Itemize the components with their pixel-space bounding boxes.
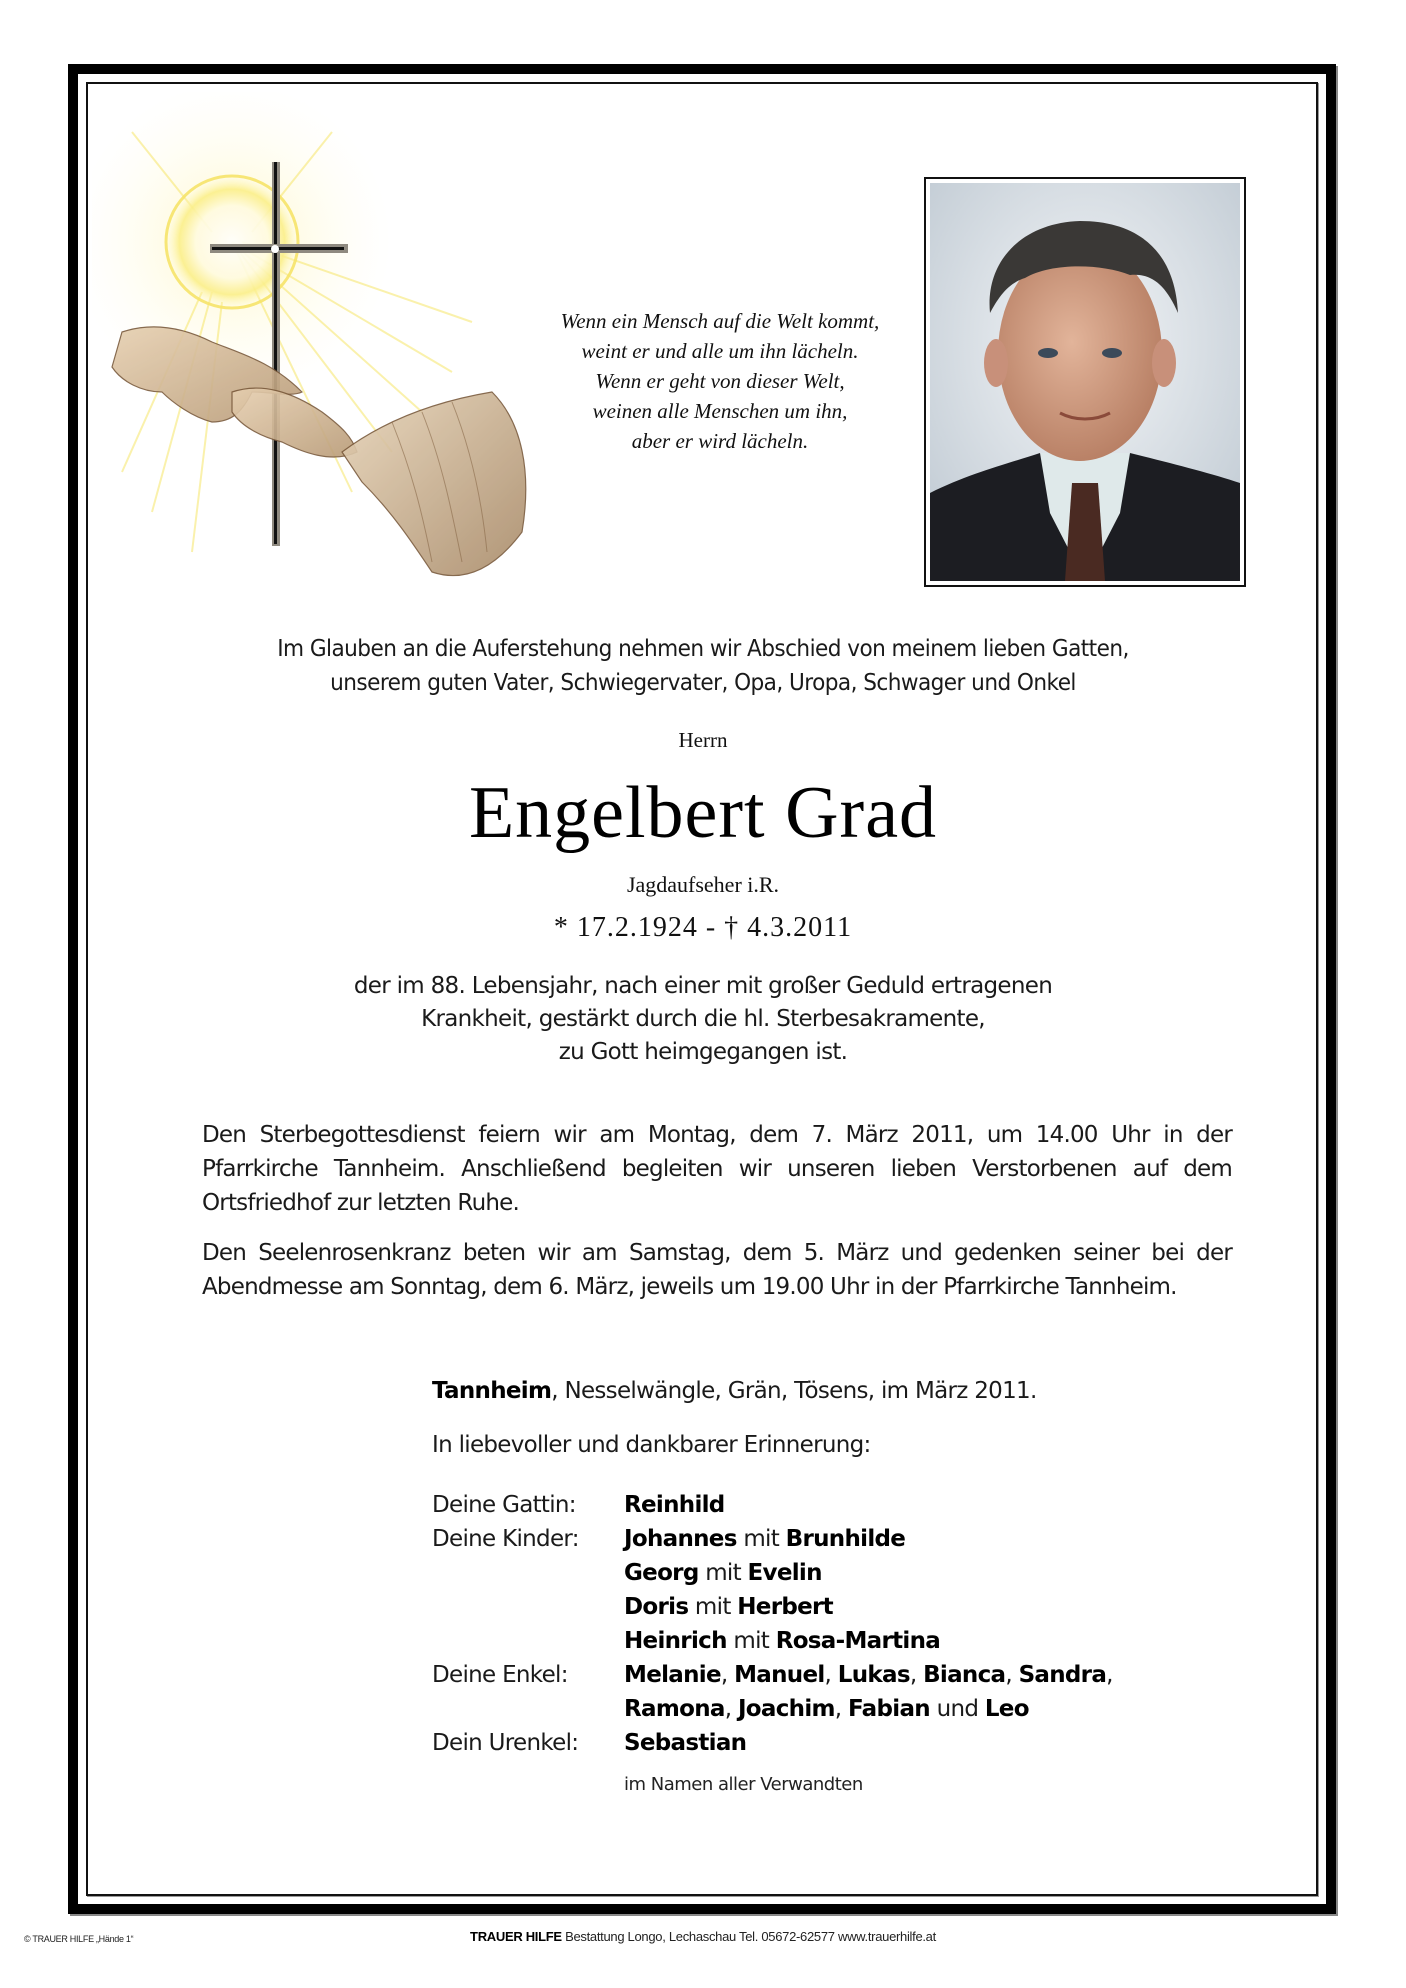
child-name: Johannes xyxy=(624,1526,737,1552)
family-row-grandchildren xyxy=(432,1692,1113,1726)
separator: , xyxy=(824,1662,838,1688)
child-entry xyxy=(624,1556,822,1590)
grandchild-name: Leo xyxy=(984,1696,1029,1722)
quote-line: Wenn ein Mensch auf die Welt kommt, xyxy=(560,309,880,333)
partner-name: Herbert xyxy=(737,1594,833,1620)
passing-line: der im 88. Lebensjahr, nach einer mit großer Geduld ertragenen xyxy=(353,973,1053,999)
grandchild-name: Bianca xyxy=(923,1662,1006,1688)
separator: , xyxy=(834,1696,849,1722)
hand-right xyxy=(232,388,357,457)
funeral-service-paragraph: Den Sterbegottesdienst feiern wir am Montag, dem 7. März 2011, um 14.00 Uhr in der Pfarrkirche Tannheim. Anschließend begleiten wir unseren lieben Verstorbenen auf dem Ortsfriedhof zur letzten Ruhe. xyxy=(202,1122,1232,1216)
family-row-children xyxy=(432,1556,1113,1590)
profession: Jagdaufseher i.R. xyxy=(626,872,780,897)
quote-line: weint er und alle um ihn lächeln. xyxy=(581,339,859,363)
separator: , xyxy=(724,1696,738,1722)
family-row-children xyxy=(432,1590,1113,1624)
family-label: Deine Kinder: xyxy=(432,1526,579,1552)
intro-line: Im Glauben an die Auferstehung nehmen wir Abschied von meinem lieben Gatten, xyxy=(277,636,1129,662)
grandchild-name: Manuel xyxy=(734,1662,825,1688)
great-grandchild-name: Sebastian xyxy=(624,1730,747,1756)
place-date-line xyxy=(432,1378,1037,1404)
quote-line: Wenn er geht von dieser Welt, xyxy=(595,369,845,393)
family-value xyxy=(624,1488,725,1522)
family-list xyxy=(432,1488,1113,1760)
salutation: Herrn xyxy=(678,728,728,752)
family-label: Deine Enkel: xyxy=(432,1662,568,1688)
partner-name: Rosa-Martina xyxy=(775,1628,941,1654)
cross-with-hands-icon xyxy=(92,92,552,592)
footer-contact xyxy=(0,1929,1406,1944)
place-main: Tannheim xyxy=(432,1378,552,1404)
rosary-paragraph: Den Seelenrosenkranz beten wir am Samstag, dem 5. März und gedenken seiner bei der Abendmesse am Sonntag, dem 6. März, jeweils um 19.00 Uhr in der Pfarrkirche Tannheim. xyxy=(202,1240,1232,1300)
grandchild-name: Joachim xyxy=(737,1696,835,1722)
partner-name: Evelin xyxy=(747,1560,822,1586)
grandchild-name: Melanie xyxy=(624,1662,721,1688)
grandchildren-line-1 xyxy=(624,1658,1113,1692)
child-entry xyxy=(624,1522,905,1556)
family-label: Deine Gattin: xyxy=(432,1492,576,1518)
footer-brand: TRAUER HILFE xyxy=(470,1929,562,1944)
deceased-name: Engelbert Grad xyxy=(468,772,938,854)
intro-text xyxy=(155,632,1251,700)
child-name: Georg xyxy=(624,1560,699,1586)
separator: , xyxy=(1106,1662,1113,1688)
signature-line: im Namen aller Verwandten xyxy=(624,1774,863,1795)
separator: , xyxy=(909,1662,924,1688)
separator: , xyxy=(720,1662,735,1688)
wife-name: Reinhild xyxy=(624,1492,725,1518)
family-row-children xyxy=(432,1522,1113,1556)
memorial-quote xyxy=(520,306,920,456)
intro-line: unserem guten Vater, Schwiegervater, Opa, Uropa, Schwager und Onkel xyxy=(330,670,1076,696)
family-row-grandchildren xyxy=(432,1658,1113,1692)
portrait-photo xyxy=(930,183,1240,581)
passing-text xyxy=(200,970,1206,1069)
portrait-frame xyxy=(924,177,1246,587)
grandchild-name: Ramona xyxy=(624,1696,725,1722)
child-name: Heinrich xyxy=(624,1628,727,1654)
connector: mit xyxy=(698,1560,748,1586)
family-row-great-grandchild xyxy=(432,1726,1113,1760)
passing-line: zu Gott heimgegangen ist. xyxy=(558,1039,848,1065)
grandchild-name: Sandra xyxy=(1018,1662,1107,1688)
grandchildren-line-2 xyxy=(624,1692,1029,1726)
life-dates: * 17.2.1924 - † 4.3.2011 xyxy=(553,912,853,943)
separator: , xyxy=(1005,1662,1019,1688)
footer-contact-text: Bestattung Longo, Lechaschau Tel. 05672-62577 www.trauerhilfe.at xyxy=(561,1929,936,1944)
quote-line: weinen alle Menschen um ihn, xyxy=(592,399,848,423)
connector: und xyxy=(929,1696,985,1722)
child-name: Doris xyxy=(624,1594,689,1620)
copyright-note: © TRAUER HILFE „Hände 1“ xyxy=(24,1934,134,1944)
child-entry xyxy=(624,1624,940,1658)
passing-line: Krankheit, gestärkt durch die hl. Sterbesakramente, xyxy=(421,1006,985,1032)
connector: mit xyxy=(736,1526,786,1552)
family-value xyxy=(624,1726,746,1760)
quote-line: aber er wird lächeln. xyxy=(631,429,809,453)
child-entry xyxy=(624,1590,833,1624)
grandchild-name: Lukas xyxy=(837,1662,910,1688)
connector: mit xyxy=(688,1594,738,1620)
robe-sleeve xyxy=(342,392,526,576)
grandchild-name: Fabian xyxy=(848,1696,930,1722)
place-rest: , Nesselwängle, Grän, Tösens, im März 2011. xyxy=(551,1378,1037,1404)
connector: mit xyxy=(726,1628,776,1654)
family-row-wife xyxy=(432,1488,1113,1522)
partner-name: Brunhilde xyxy=(785,1526,906,1552)
family-row-children xyxy=(432,1624,1113,1658)
memory-line: In liebevoller und dankbarer Erinnerung: xyxy=(432,1432,871,1458)
family-label: Dein Urenkel: xyxy=(432,1730,579,1756)
